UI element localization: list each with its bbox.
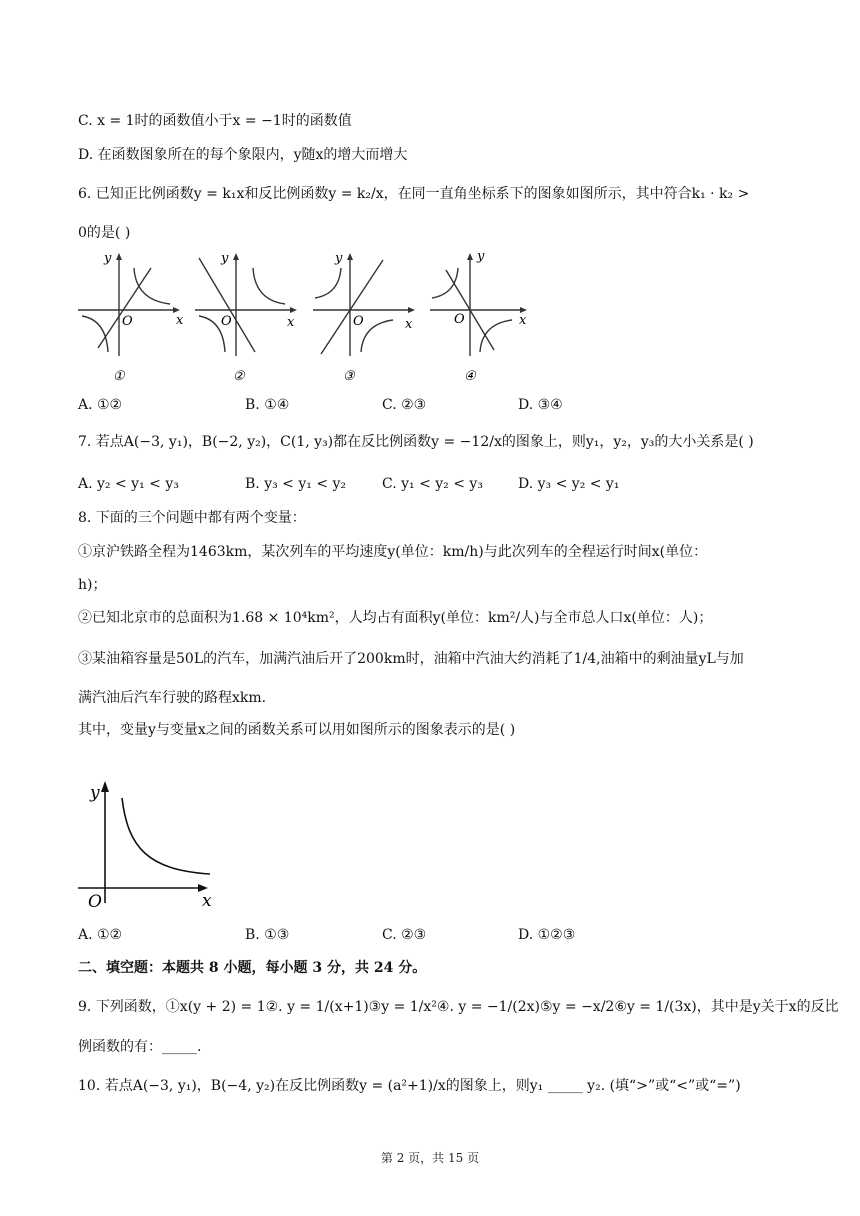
fig1-number: ① xyxy=(113,369,125,384)
q9-stem-cont: 例函数的有：_____. xyxy=(78,1039,202,1055)
q5-option-d: D. 在函数图象所在的每个象限内，y随x的增大而增大 xyxy=(78,147,408,163)
q6-figure-2 xyxy=(195,248,305,388)
q6-figure-1 xyxy=(78,248,188,388)
q8-question: 其中，变量y与变量x之间的函数关系可以用如图所示的图象表示的是( ) xyxy=(78,722,516,738)
q8-figure xyxy=(78,778,228,913)
q6-option-a: A. ①② xyxy=(78,397,123,413)
q7-option-b: B. y₃ < y₁ < y₂ xyxy=(245,476,347,492)
fig4-number: ④ xyxy=(464,369,476,384)
fig4-origin-label: O xyxy=(454,312,465,327)
fig3-y-label: y xyxy=(335,251,343,266)
q6-option-b: B. ①④ xyxy=(245,397,290,413)
fig3-origin-label: O xyxy=(353,314,364,329)
section-2-heading: 二、填空题：本题共 8 小题，每小题 3 分，共 24 分。 xyxy=(78,960,427,976)
q8-item-1: ①京沪铁路全程为1463km，某次列车的平均速度y(单位：km/h)与此次列车的全程运行时间x(单位： xyxy=(78,544,708,560)
q8-x-label: x xyxy=(202,891,212,911)
q8-option-a: A. ①② xyxy=(78,927,123,943)
fig2-x-label: x xyxy=(287,315,295,330)
q8-item-2: ②已知北京市的总面积为1.68 × 10⁴km²，人均占有面积y(单位：km²/人)与全市总人口x(单位：人)； xyxy=(78,610,713,626)
q7-option-d: D. y₃ < y₂ < y₁ xyxy=(518,476,620,492)
fig1-origin-label: O xyxy=(122,314,133,329)
q8-option-b: B. ①③ xyxy=(245,927,290,943)
q8-origin-label: O xyxy=(88,892,102,912)
q8-y-label: y xyxy=(90,783,100,803)
q6-stem-cont: 0的是( ) xyxy=(78,225,131,241)
fig2-number: ② xyxy=(233,369,245,384)
fig1-y-label: y xyxy=(104,251,112,266)
q8-option-d: D. ①②③ xyxy=(518,927,576,943)
q9-stem: 9. 下列函数，①x(y + 2) = 1②. y = 1/(x+1)③y = 1/x²④. y = −1/(2x)⑤y = −x/2⑥y = 1/(3x)，其中是y关于x的反比 xyxy=(78,999,839,1015)
q7-option-a: A. y₂ < y₁ < y₃ xyxy=(78,476,179,492)
fig4-x-label: x xyxy=(519,313,527,328)
q6-figure-4 xyxy=(430,248,540,388)
q8-item-3-cont: 满汽油后汽车行驶的路程xkm. xyxy=(78,690,267,706)
q6-option-c: C. ②③ xyxy=(382,397,427,413)
fig1-x-label: x xyxy=(176,313,184,328)
fig2-origin-label: O xyxy=(221,314,232,329)
fig4-y-label: y xyxy=(477,249,485,264)
q7-stem: 7. 若点A(−3, y₁)，B(−2, y₂)，C(1, y₃)都在反比例函数y = −12/x的图象上，则y₁，y₂，y₃的大小关系是( ) xyxy=(78,434,754,450)
q6-figure-3 xyxy=(313,248,423,388)
fig2-y-label: y xyxy=(221,251,229,266)
q8-item-3: ③某油箱容量是50L的汽车，加满汽油后开了200km时，油箱中汽油大约消耗了1/4,油箱中的剩油量yL与加 xyxy=(78,651,744,667)
q7-option-c: C. y₁ < y₂ < y₃ xyxy=(382,476,483,492)
q6-stem: 6. 已知正比例函数y = k₁x和反比例函数y = k₂/x，在同一直角坐标系下的图象如图所示，其中符合k₁ · k₂ > xyxy=(78,186,750,202)
q8-option-c: C. ②③ xyxy=(382,927,427,943)
page-footer: 第 2 页，共 15 页 xyxy=(380,1151,480,1165)
q8-stem: 8. 下面的三个问题中都有两个变量： xyxy=(78,510,306,526)
q6-option-d: D. ③④ xyxy=(518,397,563,413)
fig3-number: ③ xyxy=(343,369,355,384)
q8-item-1-cont: h)； xyxy=(78,577,107,593)
fig3-x-label: x xyxy=(405,317,413,332)
q10-stem: 10. 若点A(−3, y₁)，B(−4, y₂)在反比例函数y = (a²+1)/x的图象上，则y₁ _____ y₂. (填“>”或“<”或“=”) xyxy=(78,1078,741,1094)
q5-option-c: C. x = 1时的函数值小于x = −1时的函数值 xyxy=(78,113,352,129)
